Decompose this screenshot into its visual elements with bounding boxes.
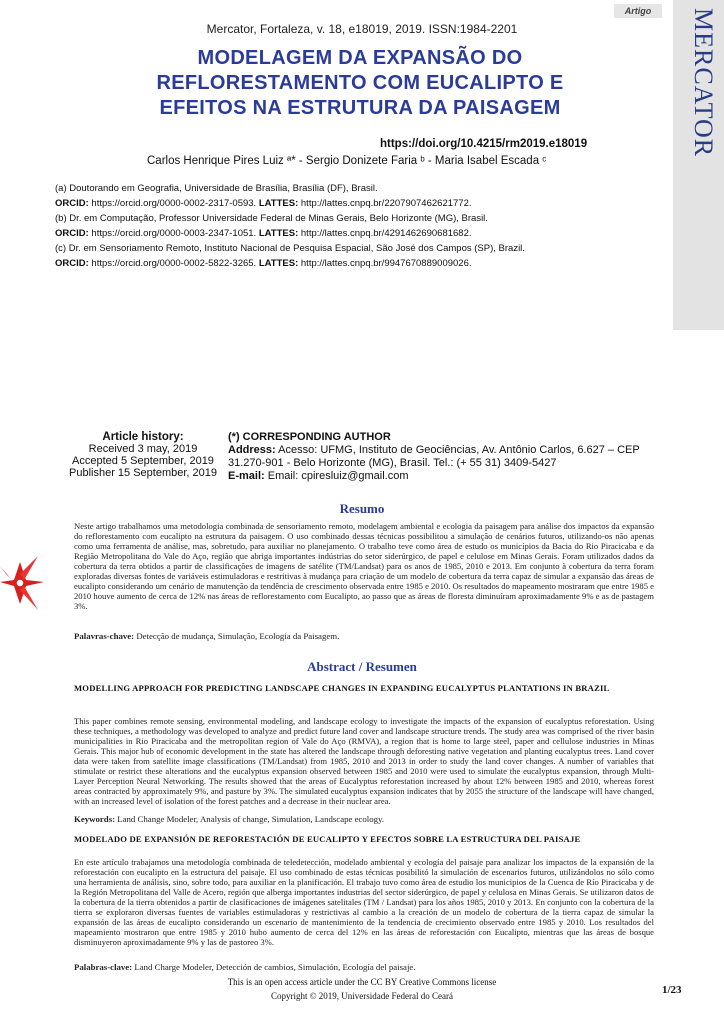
title-line: REFLORESTAMENTO COM EUCALIPTO E bbox=[156, 72, 564, 94]
journal-logo: MERCATOR bbox=[689, 8, 718, 158]
page-number: 1/23 bbox=[662, 984, 682, 996]
orcid-line-a bbox=[55, 196, 655, 211]
keywords-label: Palabras-clave: bbox=[74, 962, 133, 972]
history-received: Received 3 may, 2019 bbox=[88, 443, 198, 455]
spanish-title: MODELADO DE EXPANSIÓN DE REFORESTACIÓN DE EUCALIPTO Y EFECTOS SOBRE LA ESTRUCTURA DEL PAISAJE bbox=[74, 834, 581, 844]
affiliation-c: (c) Dr. em Sensoriamento Remoto, Instituto Nacional de Pesquisa Espacial, São José dos Campos (SP), Brazil. bbox=[55, 243, 525, 254]
email-link[interactable]: Email: cpiresluiz@gmail.com bbox=[267, 470, 409, 482]
author-list: Carlos Henrique Pires Luiz ª* - Sergio Donizete Faria ᵇ - Maria Isabel Escada ᶜ bbox=[147, 155, 547, 167]
title-line: EFEITOS NA ESTRUTURA DA PAISAGEM bbox=[159, 97, 561, 119]
english-keywords bbox=[74, 814, 654, 824]
orcid-line-c bbox=[55, 256, 655, 271]
corresponding-address bbox=[228, 444, 658, 470]
article-title bbox=[60, 46, 660, 121]
corresponding-heading: (*) CORRESPONDING AUTHOR bbox=[228, 431, 391, 443]
resumo-heading: Resumo bbox=[339, 501, 385, 516]
corresponding-author bbox=[228, 431, 658, 483]
keywords-text: Land Change Modeler, Analysis of change, Simulation, Landscape ecology. bbox=[117, 814, 385, 824]
license-notice: This is an open access article under the CC BY Creative Commons license bbox=[227, 977, 497, 987]
corresponding-email bbox=[228, 470, 658, 483]
article-type-tag: Artigo bbox=[614, 4, 662, 18]
keywords-label: Palavras-chave: bbox=[74, 631, 135, 641]
history-accepted: Accepted 5 September, 2019 bbox=[72, 455, 214, 467]
keywords-text: Detecção de mudança, Simulação, Ecologia da Paisagem. bbox=[136, 631, 340, 641]
english-abstract: This paper combines remote sensing, environmental modeling, and landscape ecology to investigate the impacts of the expansion of eucalyptus reforestation. Using these techniques, a methodology was developed to analyze and predict future land cover and landscape structure trends. The study area was comprised of the river basin municipalities in Rio Piracicaba and the metropolitan region of Vale do Aço (RMVA), a region that is home to large steel, paper and cellulose industries in Minas Gerais. This major hub of economic development in the state has altered the landscape through deforesting native vegetation and planting eucalyptus trees. Land cover data were taken from satellite image classifications (TM/Landsat) from 1985, 2010 and 2013 in order to study the land cover changes. A number of variables that stimulate or restrict these alterations and the eucalyptus expansion observed between 1985 and 2010 were used to simulate the eucalyptus expansion, through Multi-Layer Perception Neural Networking. The results showed that the areas of Eucalyptus reforestation increased by about 12% between 1985 and 2010, whereas forest areas contracted by approximately 9%, and pasture by 3%. The simulated eucalyptus expansion indicates that by 2055 the structure of the landscape will have changed, with an increased level of isolation of the forest patches and a decrease in their nuclear area. bbox=[74, 716, 654, 806]
copyright-notice: Copyright © 2019, Universidade Federal do Ceará bbox=[270, 991, 454, 1001]
title-line: MODELAGEM DA EXPANSÃO DO bbox=[197, 47, 523, 69]
resumo-keywords bbox=[74, 631, 654, 641]
affiliations bbox=[55, 181, 655, 271]
keywords-text: Land Charge Modeler, Detección de cambios, Simulación, Ecología del paisaje. bbox=[134, 962, 416, 972]
journal-citation: Mercator, Fortaleza, v. 18, e18019, 2019. ISSN:1984-2201 bbox=[206, 22, 518, 36]
spanish-keywords bbox=[74, 962, 654, 972]
email-label: E-mail: bbox=[228, 470, 265, 482]
orcid-link[interactable]: https://orcid.org/0000-0002-2317-0593. bbox=[91, 198, 257, 209]
lattes-label: LATTES: bbox=[258, 198, 299, 209]
address-text: Acesso: UFMG, Instituto de Geociências, Av. Antônio Carlos, 6.627 – CEP 31.270-901 - Belo Horizonte (MG), Brasil. Tel.: (+ 55 31) 3409-5427 bbox=[228, 444, 640, 469]
affiliation-b: (b) Dr. em Computação, Professor Universidade Federal de Minas Gerais, Belo Horizonte (MG), Brasil. bbox=[55, 213, 488, 224]
spanish-abstract: En este artículo trabajamos una metodología combinada de teledetección, modelado ambiental y ecología del paisaje para analizar los impactos de la expansión de la reforestación con eucalipto en la estructura del paisaje. El uso combinado de estas técnicas posibilitó la simulación de escenarios futuros, utilizándolos no sólo como una herramienta de análisis, sino, sobre todo, para auxiliar en la planificación. El trabajo tuvo como área de estudio los municipios de la Cuenca de Río Piracicaba y de la Región Metropolitana del Valle de Acero, región que alberga importantes industrias del sector siderúrgico, de papel y celulosa en Minas Gerais. Se utilizaron datos de la cobertura de la tierra obtenidos a partir de clasificaciones de imágenes satelitales (TM / Landsat) para los años 1985, 2010 y 2013. En conjunto con la cobertura de la tierra se exploraron diversas fuentes de variables estimuladoras y restrictivas al cambio a la creación de un modelo de cobertura de la tierra capaz de simular la expansión de las áreas de eucalipto considerando un escenario de mantenimiento de la tendencia de crecimiento observado entre 1985 y 2010. Los resultados del mapeamiento mostraron que entre 1985 y 2010 hubo aumento de cerca del 12% en las áreas de reforestación con Eucalipto, mientras que las áreas de bosque disminuyeron aproximadamente 9% y las de pastoreo 3%. bbox=[74, 857, 654, 947]
lattes-link[interactable]: http://lattes.cnpq.br/4291462690681682. bbox=[300, 228, 472, 239]
resumo-body: Neste artigo trabalhamos uma metodologia combinada de sensoriamento remoto, modelagem ambiental e ecologia da paisagem para análise dos impactos da expansão do reflorestamento com eucalipto na estrutura da paisagem. O uso combinado dessas técnicas possibilitou a simulação de cenários futuros, utilizando-os não apenas como uma ferramenta de análise, mas, sobretudo, para auxiliar no planejamento. O trabalho teve como área de estudo os municípios da Bacia do Rio Piracicaba e da Região Metropolitana do Vale do Aço, região que abriga importantes indústrias do setor siderúrgico, de papel e celulose em Minas Gerais. Foram utilizados dados da cobertura da terra obtidos a partir de classificações de imagens de satélite (TM/Landsat) para os anos de 1985, 2010 e 2013. Em conjunto à cobertura da terra foram exploradas diversas fontes de variáveis estimuladoras e restritivas à mudança para criação de um modelo de cobertura da terra capaz de simular a expansão das áreas de eucalipto considerando um cenário de manutenção da tendência de crescimento observada entre 1985 e 2010. Os resultados do mapeamento mostraram que entre 1985 e 2010 houve aumento de cerca de 12% nas áreas de reflorestamento com Eucalipto, ao passo que as áreas de floresta diminuíram aproximadamente 9% e as de pastagem 3%. bbox=[74, 521, 654, 611]
abstract-heading: Abstract / Resumen bbox=[307, 659, 417, 674]
doi-link[interactable]: https://doi.org/10.4215/rm2019.e18019 bbox=[380, 138, 588, 150]
affiliation-a: (a) Doutorando em Geografia, Universidade de Brasília, Brasília (DF), Brasil. bbox=[55, 183, 378, 194]
article-history bbox=[63, 431, 223, 479]
orcid-line-b bbox=[55, 226, 655, 241]
lattes-link[interactable]: http://lattes.cnpq.br/2207907462621772. bbox=[300, 198, 472, 209]
lattes-label: LATTES: bbox=[258, 258, 299, 269]
orcid-label: ORCID: bbox=[55, 258, 89, 269]
english-title: MODELLING APPROACH FOR PREDICTING LANDSCAPE CHANGES IN EXPANDING EUCALYPTUS PLANTATIONS IN BRAZIL bbox=[74, 683, 610, 693]
keywords-label: Keywords: bbox=[74, 814, 116, 824]
history-heading: Article history: bbox=[102, 431, 184, 443]
orcid-link[interactable]: https://orcid.org/0000-0003-2347-1051. bbox=[91, 228, 257, 239]
orcid-link[interactable]: https://orcid.org/0000-0002-5822-3265. bbox=[91, 258, 257, 269]
lattes-link[interactable]: http://lattes.cnpq.br/9947670889009026. bbox=[300, 258, 472, 269]
address-label: Address: bbox=[228, 444, 276, 456]
orcid-label: ORCID: bbox=[55, 198, 89, 209]
history-published: Publisher 15 September, 2019 bbox=[69, 467, 217, 479]
orcid-label: ORCID: bbox=[55, 228, 89, 239]
lattes-label: LATTES: bbox=[258, 228, 299, 239]
compass-rose-icon bbox=[0, 522, 52, 642]
